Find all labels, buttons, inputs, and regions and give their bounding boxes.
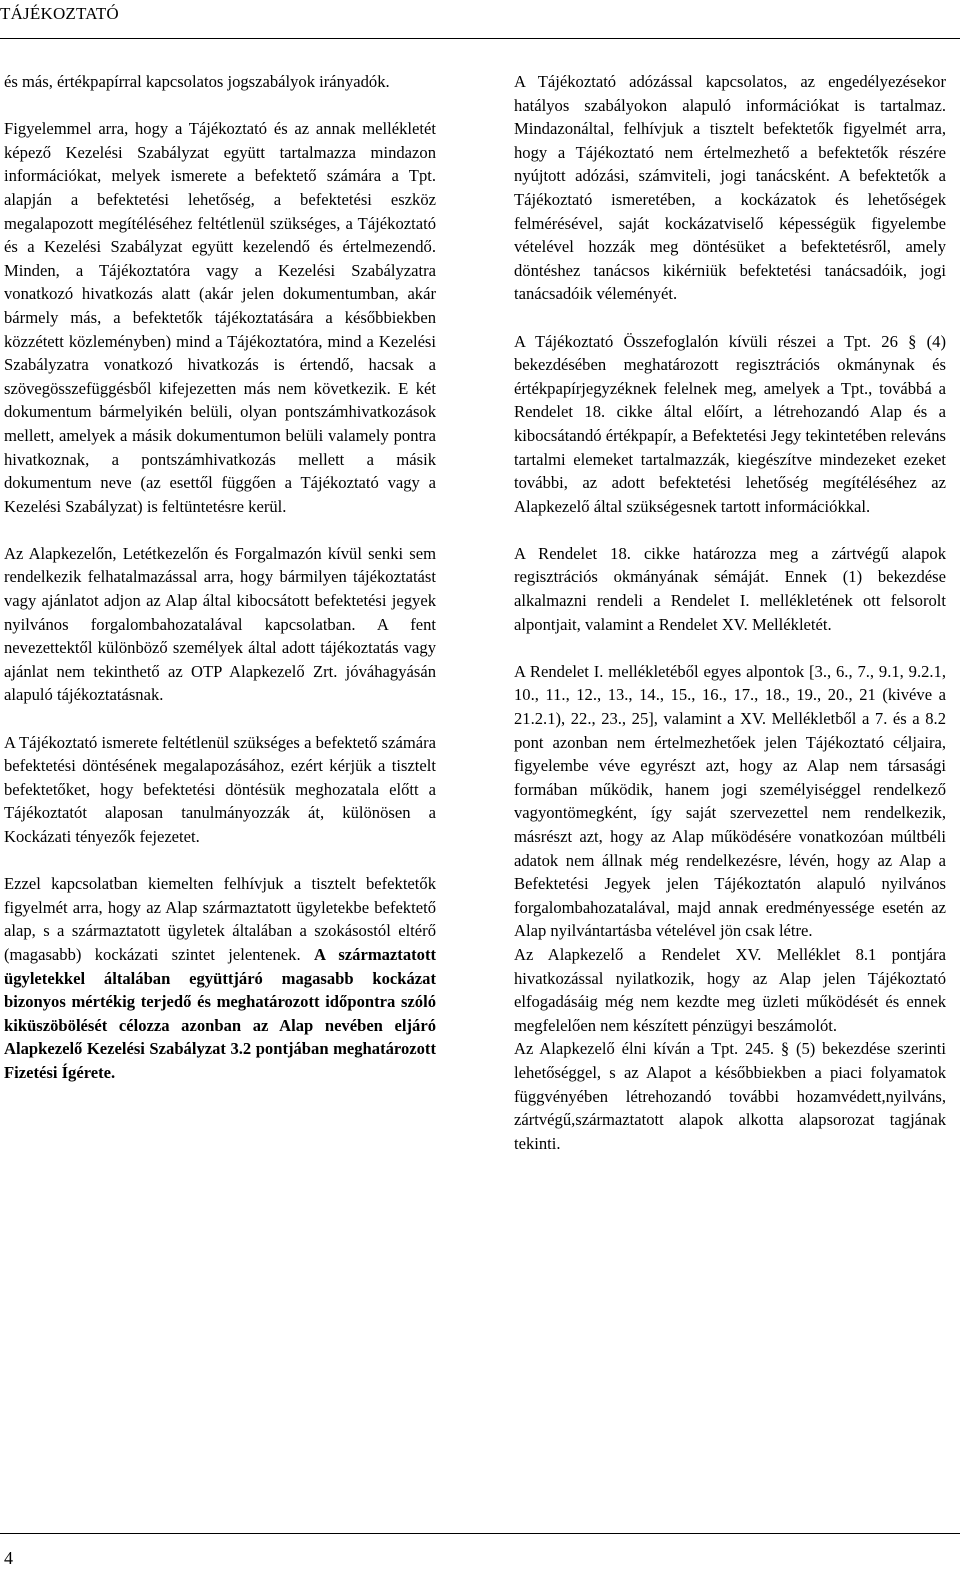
paragraph-registration-document: A Tájékoztató Összefoglalón kívüli részei a Tpt. 26 § (4) bekezdésében meghatározott regisztrációs okmánynak és értékpapírjegyzéknek felelnek meg, amelyek a Tpt., továbbá a Rendelet 18. cikke által előírt, a létrehozandó Alap és a kibocsátandó értékpapír, a Befektetési Jegy tekintetében releváns tartalmi elemeket tartalmazzák, kiegészítve mindezeket ezeket további, az adott befektetési lehetőség megítéléséhez az Alapkezelő által szükségesnek tartott információkkal. (514, 331, 946, 516)
header-title: TÁJÉKOZTATÓ (0, 4, 119, 23)
paragraph-authorization: Az Alapkezelőn, Letétkezelőn és Forgalmazón kívül senki sem rendelkezik felhatalmazással arra, hogy bármilyen tájékoztatást vagy ajánlatot adjon az Alap által kibocsátott befektetési jegyek nyilvános forgalombahozatalával kapcsolatban. A fent nevezettektől különböző személyek által adott tájékoztatás vagy ajánlat nem tekinthető az OTP Alapkezelő Zrt. jóváhagyásán alapuló tájékoztatásnak. (4, 543, 436, 705)
footer-divider (0, 1533, 960, 1534)
paragraph-study-advice: A Tájékoztató ismerete feltétlenül szükséges a befektető számára befektetési döntésének megalapozásához, ezért kérjük a tisztelt befektetőket, hogy befektetési döntésük meghozatala előtt a Tájékoztatót alaposan tanulmányozzák át, különösen a Kockázati tényezők fejezetet. (4, 732, 436, 846)
paragraph-financial-statement: Az Alapkezelő a Rendelet XV. Melléklet 8.1 pontjára hivatkozással nyilatkozik, hogy az Alap jelen Tájékoztató elfogadásáig még nem kezdte meg üzleti működését és ennek megfelelően nem készített pénzügyi beszámolót. (514, 944, 946, 1035)
right-column (514, 70, 946, 1155)
paragraph-regulation-article-18: A Rendelet 18. cikke határozza meg a zártvégű alapok regisztrációs okmányának sémáját. Ennek (1) bekezdése alkalmazni rendeli a Rendelet I. mellékletének ott felsorolt alpontjait, valamint a Rendelet XV. Mellékletét. (514, 543, 946, 634)
header-divider (0, 38, 960, 39)
left-column (4, 70, 436, 1108)
derivatives-risk-text: Ezzel kapcsolatban kiemelten felhívjuk a tisztelt befektetők figyelmét arra, hogy az Alap származtatott ügyletekbe befektető alap, s a származtatott ügyletek általában a szokásostól eltérő (magasabb) kockázati szintet jelentenek. (4, 874, 436, 964)
page-number: 4 (4, 1548, 13, 1568)
paragraph-derivatives-risk (4, 872, 436, 1084)
paragraph-documents-reference: Figyelemmel arra, hogy a Tájékoztató és az annak mellékletét képező Kezelési Szabályzat együtt tartalmazza mindazon információkat, melyek ismerete a befektető számára a Tpt. alapján a befektetési lehetőség, a befektetési eszköz megalapozott megítéléséhez feltétlenül szükséges, a Tájékoztató és a Kezelési Szabályzat együtt kezelendő és értelmezendő. Minden, a Tájékoztatóra vagy a Kezelési Szabályzatra vonatkozó hivatkozás alatt (akár jelen dokumentumban, akár bármely más, a befektetők tájékoztatására a későbbiekben közzétett közleményben) mind a Tájékoztatóra, mind a Kezelési Szabályzatra vonatkozó hivatkozás is értendő, hacsak a szövegösszefüggésből kifejezetten más nem következik. E két dokumentum bármelyikén belüli, olyan pontszámhivatkozások mellett, amelyek a másik dokumentumon belüli valamely pontra hivatkoznak, a pontszámhivatkozás mellett a másik dokumentum neve (az esettől függően a Tájékoztató vagy a Kezelési Szabályzat) is feltüntetésre kerül. (4, 119, 436, 516)
page-header (0, 0, 960, 40)
paragraph-annex-items: A Rendelet I. mellékletéből egyes alpontok [3., 6., 7., 9.1, 9.2.1, 10., 11., 12., 13., 14., 15., 16., 17., 18., 19., 20., 21 (kivéve a 21.2.1), 22., 23., 25], valamint a XV. Mellékletből a 7. és a 8.2 pont azonban nem értelmezhetőek jelen Tájékoztató céljaira, figyelembe véve egyrészt azt, hogy az Alap nem társasági formában működik, hanem jogi személyiséggel rendelkező vagyontömegként, így saját szervezettel nem rendelkezik, másrészt azt, hogy az Alap működésére vonatkozóan múltbéli adatok nem állnak még rendelkezésre, lévén, hogy az Alap a Befektetési Jegyek jelen Tájékoztatón alapuló nyilvános forgalombahozatalával, majd annak eredményessége esetén az Alap nyilvántartásba vételével jön csak létre. (514, 661, 946, 941)
paragraph-regulations: és más, értékpapírral kapcsolatos jogszabályok irányadók. (4, 72, 390, 91)
paragraph-fund-series: Az Alapkezelő élni kíván a Tpt. 245. § (5) bekezdése szerinti lehetőséggel, s az Alapot a későbbiekben a piaci folyamatok függvényében létrehozandó további hozamvédett,nyilváns, zártvégű,származtatott alapok alkotta alapsorozat tagjának tekinti. (514, 1039, 946, 1153)
payment-promise-text: A származtatott ügyletekkel általában együttjáró magasabb kockázat bizonyos mértékig terjedő és meghatározott időpontra szóló kiküszöbölését célozza azonban az Alap nevében eljáró Alapkezelő Kezelési Szabályzat 3.2 pontjában meghatározott Fizetési Ígérete. (4, 944, 436, 1082)
paragraph-tax-info: A Tájékoztató adózással kapcsolatos, az engedélyezésekor hatályos szabályokon alapuló információkat is tartalmaz. Mindazonáltal, felhívjuk a tisztelt befektetők figyelmét arra, hogy a Tájékoztató nem értelmezhető a befektetők részére nyújtott adózási, számviteli, jogi tanácsként. A befektetők a Tájékoztató ismeretében, a kockázatok és lehetőségek felmérésével, saját kockázatviselő képességük figyelembe vételével hozzák meg döntésüket a befektetésről, amely döntéshez tanácsos kikérniük befektetési tanácsadóik, jogi tanácsadóik véleményét. (514, 72, 946, 304)
